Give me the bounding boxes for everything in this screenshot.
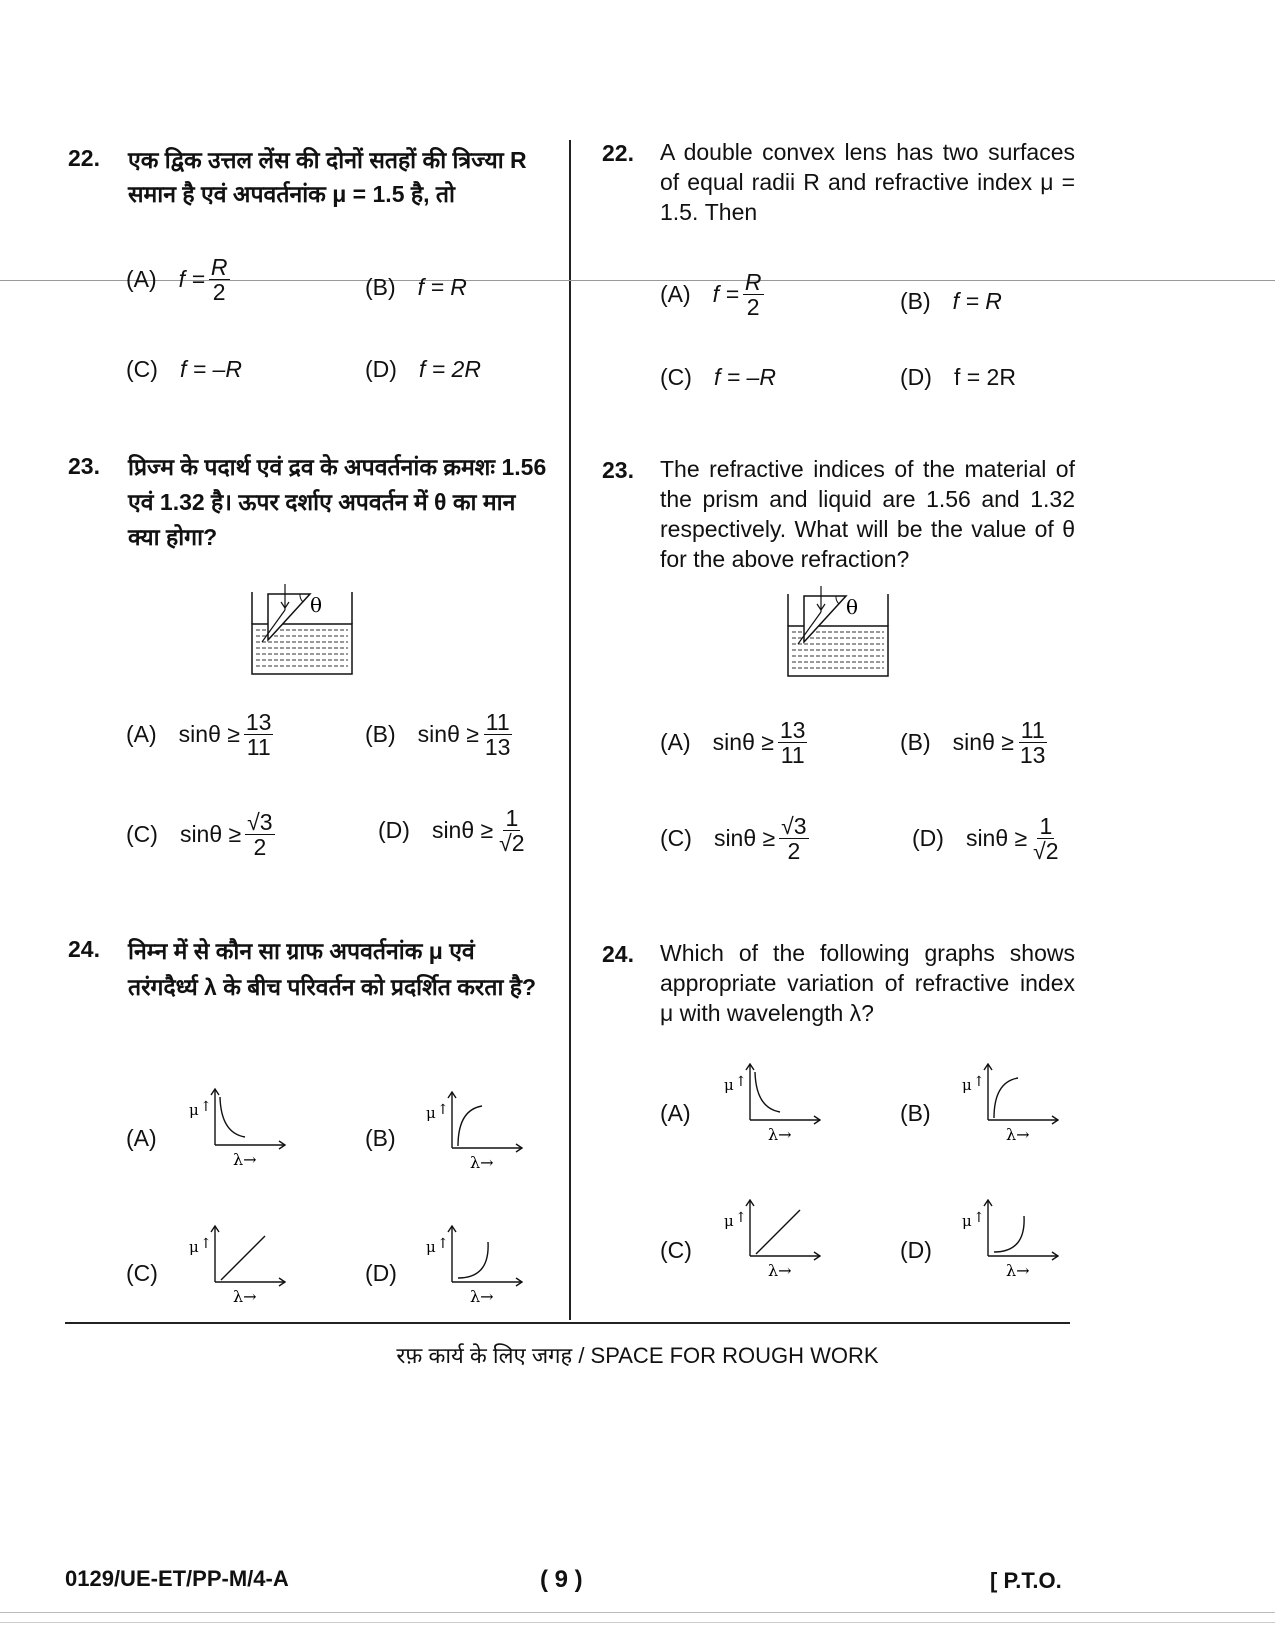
lambda-label: λ→ — [470, 1153, 494, 1172]
lambda-label: λ→ — [1006, 1125, 1030, 1144]
hi-q23-number: 23. — [68, 453, 100, 479]
hi-prism-diagram — [250, 584, 360, 676]
en-graph-c — [720, 1196, 830, 1281]
en-q24-option-d-label: (D) — [900, 1237, 932, 1263]
mu-arrow: ↑ — [735, 1074, 747, 1090]
hi-q24-option-d-label: (D) — [365, 1260, 397, 1286]
hi-q22-text: एक द्विक उत्तल लेंस की दोनों सतहों की त्रिज्या R समान है एवं अपवर्तनांक μ = 1.5 है, तो — [128, 147, 527, 207]
mu-lambda-curve — [994, 1078, 1018, 1118]
mu-arrow: ↑ — [973, 1210, 985, 1226]
mu-label: μ — [426, 1238, 436, 1256]
mu-arrow: ↑ — [437, 1236, 449, 1252]
rough-work-caption: रफ़ कार्य के लिए जगह / SPACE FOR ROUGH WORK — [396, 1343, 879, 1368]
en-q23-option-d: (D) sinθ ≥ $\frac{1}{√2}$ — [912, 813, 1059, 865]
page-bottom-line-2 — [0, 1622, 1275, 1623]
hi-q23-text: प्रिज्म के पदार्थ एवं द्रव के अपवर्तनांक क्रमशः 1.56 एवं 1.32 है। ऊपर दर्शाए अपवर्तन में θ का मान क्या होगा? — [128, 454, 547, 550]
en-q22-option-a: (A) f = $\frac{R}{2}$ — [660, 269, 762, 321]
en-graph-d — [958, 1196, 1068, 1281]
en-q24-text: Which of the following graphs shows appropriate variation of refractive index μ with wavelength λ? — [660, 940, 1075, 1026]
en-q24-number: 24. — [602, 941, 634, 967]
hi-q22-option-b: (B) f = R — [365, 274, 467, 300]
mu-lambda-curve — [755, 1072, 780, 1112]
hi-graph-b — [422, 1088, 532, 1173]
hi-q22-option-c: (C) f = –R — [126, 356, 242, 382]
hi-q23-option-d: (D) sinθ ≥ $\frac{1}{√2}$ — [378, 805, 525, 857]
en-q22-option-c: (C) f = –R — [660, 364, 776, 390]
en-q23-option-b: (B) sinθ ≥ $\frac{11}{13}$ — [900, 717, 1046, 769]
en-q22-text: A double convex lens has two surfaces of equal radii R and refractive index μ = 1.5. Then — [660, 139, 1075, 225]
page-number: ( 9 ) — [540, 1566, 583, 1593]
lambda-label: λ→ — [233, 1150, 257, 1169]
hi-q23-option-a: (A) sinθ ≥ $\frac{13}{11}$ — [126, 709, 272, 761]
mu-lambda-curve — [458, 1242, 488, 1278]
lambda-label: λ→ — [1006, 1261, 1030, 1280]
mu-arrow: ↑ — [200, 1099, 212, 1115]
en-q22-number: 22. — [602, 140, 634, 166]
hi-q24-option-c-label: (C) — [126, 1260, 158, 1286]
mu-lambda-curve — [458, 1106, 482, 1146]
page-bottom-line — [0, 1612, 1275, 1613]
lambda-label: λ→ — [768, 1261, 792, 1280]
mu-lambda-curve — [221, 1236, 265, 1280]
mu-label: μ — [426, 1104, 436, 1122]
hi-q24-number: 24. — [68, 936, 100, 962]
hi-q22-option-a: (A) f = $\frac{R}{2}$ — [126, 254, 228, 306]
lambda-label: λ→ — [233, 1287, 257, 1306]
mu-label: μ — [724, 1212, 734, 1230]
en-q23-option-c: (C) sinθ ≥ $\frac{√3}{2}$ — [660, 813, 807, 865]
hi-q23-option-c: (C) sinθ ≥ $\frac{√3}{2}$ — [126, 809, 273, 861]
mu-lambda-curve — [994, 1216, 1024, 1252]
hi-q24-text: निम्न में से कौन सा ग्राफ अपवर्तनांक μ एवं तरंगदैर्ध्य λ के बीच परिवर्तन को प्रदर्शित करता है? — [128, 938, 537, 1000]
paper-code: 0129/UE-ET/PP-M/4-A — [65, 1566, 289, 1591]
en-graph-b — [958, 1060, 1068, 1145]
hi-q24-option-a-label: (A) — [126, 1125, 157, 1151]
en-prism-diagram — [786, 586, 896, 678]
en-q23-text: The refractive indices of the material of the prism and liquid are 1.56 and 1.32 respectively. What will be the value of θ for the above refraction? — [660, 456, 1075, 572]
mu-label: μ — [189, 1238, 199, 1256]
hi-q23-option-b: (B) sinθ ≥ $\frac{11}{13}$ — [365, 709, 511, 761]
mu-label: μ — [962, 1212, 972, 1230]
mu-label: μ — [724, 1076, 734, 1094]
lambda-label: λ→ — [470, 1287, 494, 1306]
en-q23-number: 23. — [602, 457, 634, 483]
column-divider — [569, 140, 571, 1320]
mu-lambda-curve — [756, 1210, 800, 1254]
en-q24-option-b-label: (B) — [900, 1100, 931, 1126]
en-q23-option-a: (A) sinθ ≥ $\frac{13}{11}$ — [660, 717, 806, 769]
en-graph-a — [720, 1060, 830, 1145]
hi-graph-c — [185, 1222, 295, 1307]
bottom-rule — [65, 1322, 1070, 1324]
lambda-label: λ→ — [768, 1125, 792, 1144]
theta-label: θ — [310, 593, 323, 617]
mu-lambda-curve — [220, 1097, 245, 1137]
hi-q24-option-b-label: (B) — [365, 1125, 396, 1151]
mu-arrow: ↑ — [735, 1210, 747, 1226]
hi-q22-option-d: (D) f = 2R — [365, 356, 481, 382]
en-q22-option-d: (D) f = 2R — [900, 364, 1016, 390]
pto-label: [ P.T.O. — [990, 1568, 1062, 1593]
mu-arrow: ↑ — [437, 1102, 449, 1118]
mu-label: μ — [189, 1101, 199, 1119]
en-q22-option-b: (B) f = R — [900, 288, 1002, 314]
en-q24-option-c-label: (C) — [660, 1237, 692, 1263]
mu-label: μ — [962, 1076, 972, 1094]
mu-arrow: ↑ — [200, 1236, 212, 1252]
hi-graph-d — [422, 1222, 532, 1307]
theta-label: θ — [846, 595, 859, 619]
hi-q22-number: 22. — [68, 145, 100, 171]
mu-arrow: ↑ — [973, 1074, 985, 1090]
hi-graph-a — [185, 1085, 295, 1170]
en-q24-option-a-label: (A) — [660, 1100, 691, 1126]
